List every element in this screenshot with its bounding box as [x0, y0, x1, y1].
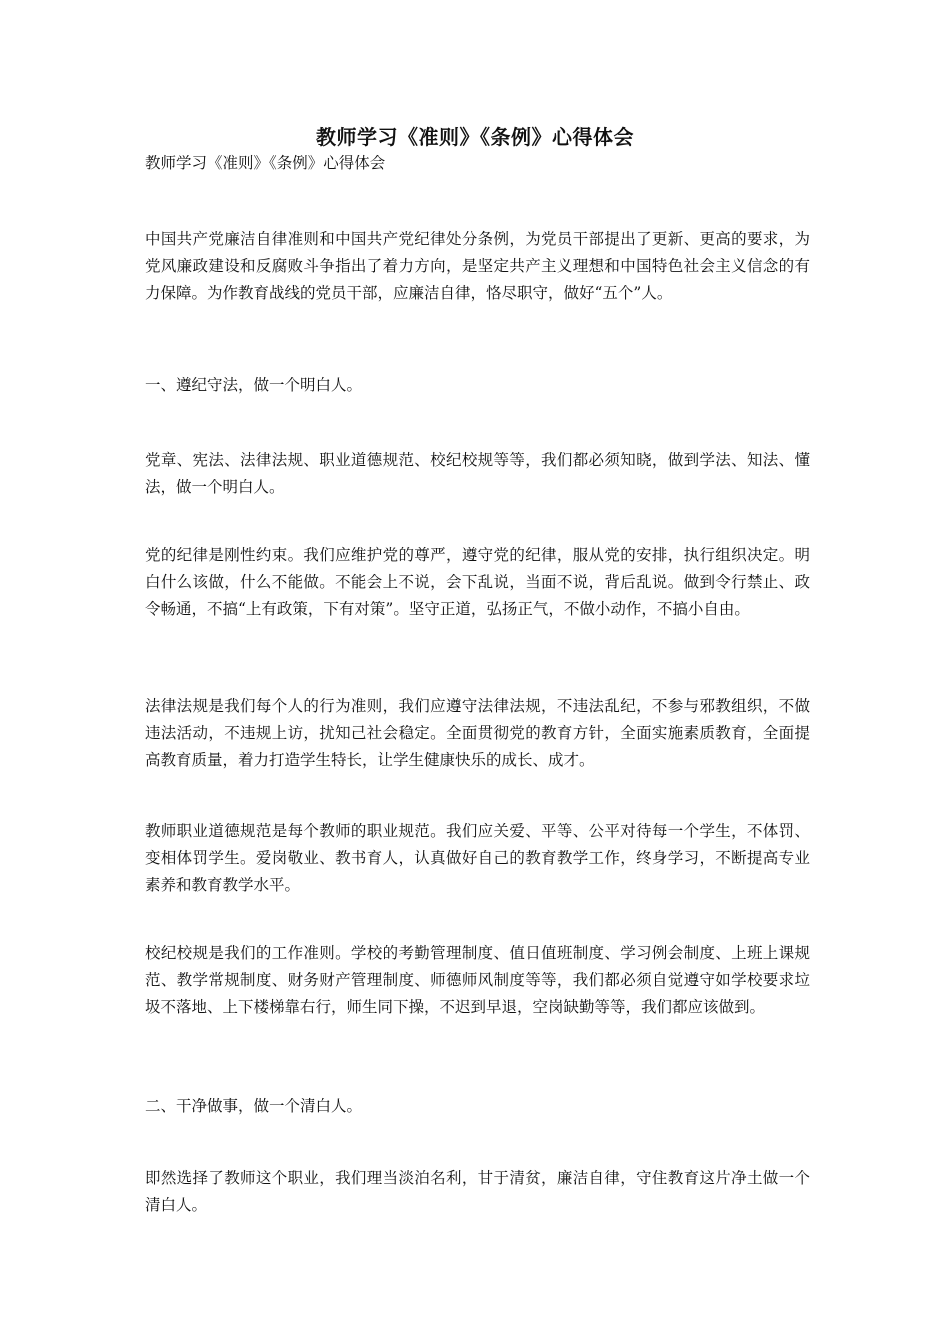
paragraph-teacher-ethics: 教师职业道德规范是每个教师的职业规范。我们应关爱、平等、公平对待每一个学生，不体罚、变相体罚学生。爱岗敬业、教书育人，认真做好自己的教育教学工作，终身学习，不断提高专业素养和教育教学水平。	[145, 822, 810, 894]
paragraph-school-rules: 校纪校规是我们的工作准则。学校的考勤管理制度、值日值班制度、学习例会制度、上班上课规范、教学常规制度、财务财产管理制度、师德师风制度等等，我们都必须自觉遵守如学校要求垃圾不落地、上下楼梯靠右行，师生同下操，不迟到早退，空岗缺勤等等，我们都应该做到。	[145, 944, 810, 1016]
section-heading-2: 二、干净做事，做一个清白人。	[145, 1097, 363, 1115]
paragraph-laws-overview: 党章、宪法、法律法规、职业道德规范、校纪校规等等，我们都必须知晓，做到学法、知法、懂法，做一个明白人。	[145, 451, 810, 496]
paragraph-laws-regulations: 法律法规是我们每个人的行为准则，我们应遵守法律法规，不违法乱纪，不参与邪教组织，不做违法活动，不违规上访，扰知己社会稳定。全面贯彻党的教育方针，全面实施素质教育，全面提高教育质量，着力打造学生特长，让学生健康快乐的成长、成才。	[145, 697, 810, 769]
paragraph-intro: 中国共产党廉洁自律准则和中国共产党纪律处分条例，为党员干部提出了更新、更高的要求，为党风廉政建设和反腐败斗争指出了着力方向，是坚定共产主义理想和中国特色社会主义信念的有力保障。为作教育战线的党员干部，应廉洁自律，恪尽职守，做好“五个”人。	[145, 230, 810, 302]
document-subtitle: 教师学习《准则》《条例》心得体会	[145, 154, 386, 172]
paragraph-clean-conduct: 即然选择了教师这个职业，我们理当淡泊名利，甘于清贫，廉洁自律，守住教育这片净土做一个清白人。	[145, 1169, 810, 1214]
paragraph-party-discipline: 党的纪律是刚性约束。我们应维护党的尊严，遵守党的纪律，服从党的安排，执行组织决定。明白什么该做，什么不能做。不能会上不说，会下乱说，当面不说，背后乱说。做到令行禁止、政令畅通，不搞“上有政策，下有对策”。坚守正道，弘扬正气，不做小动作，不搞小自由。	[145, 546, 810, 618]
document-title: 教师学习《准则》《条例》心得体会	[316, 125, 634, 149]
section-heading-1: 一、遵纪守法，做一个明白人。	[145, 376, 363, 394]
